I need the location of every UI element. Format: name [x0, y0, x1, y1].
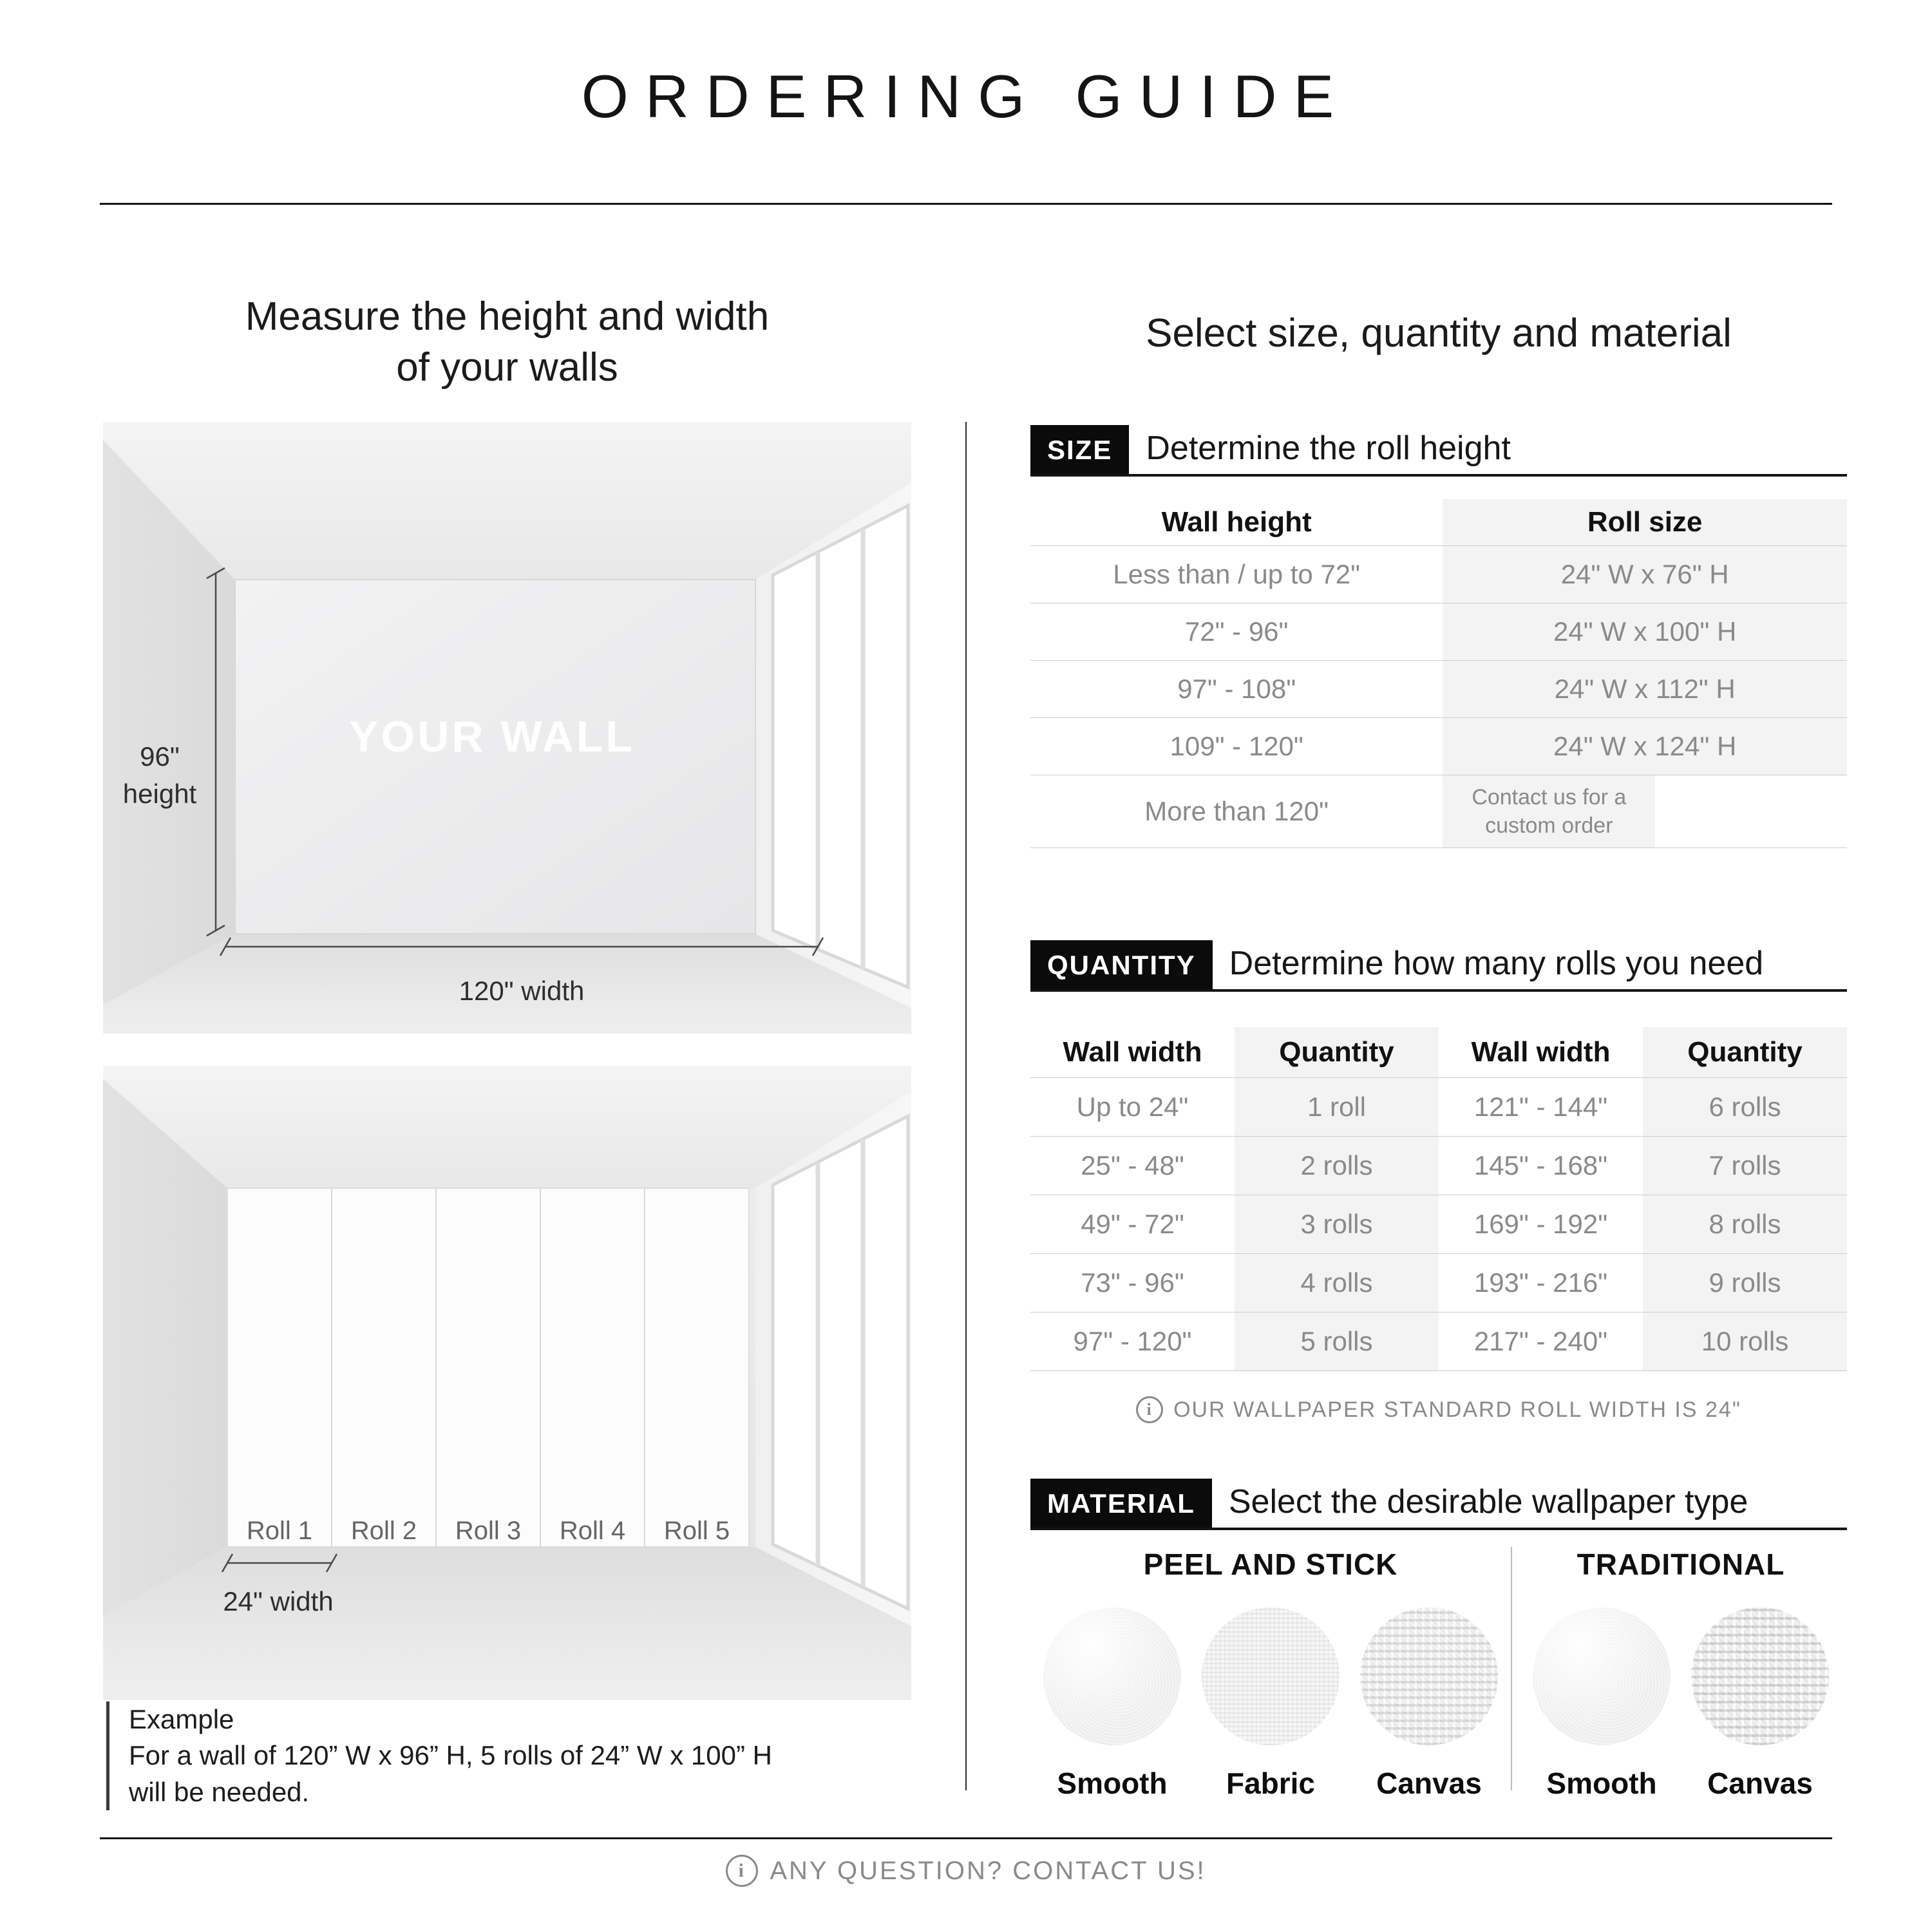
quantity-value: 10 rolls: [1643, 1312, 1847, 1370]
size-row: [1030, 775, 1847, 848]
quantity-section-header: [1030, 940, 1847, 992]
footer-divider: [100, 1837, 1832, 1839]
canvas-texture-swatch: [1360, 1607, 1498, 1745]
column-divider: [965, 422, 967, 1790]
size-subtitle: Determine the roll height: [1146, 430, 1511, 467]
height-value-label: 96": [140, 741, 180, 772]
swatch-row: [1043, 1607, 1498, 1801]
quantity-row: [1030, 1078, 1847, 1137]
material-option-canvas: [1691, 1607, 1829, 1801]
material-group-peel-and-stick: [1030, 1547, 1511, 1801]
size-table-header: [1030, 499, 1847, 546]
col-quantity: Quantity: [1235, 1027, 1439, 1077]
wall-height-value: 97" - 108": [1177, 674, 1296, 704]
roll-width-note-text: OUR WALLPAPER STANDARD ROLL WIDTH IS 24": [1173, 1397, 1741, 1422]
col-wall-width: Wall width: [1471, 1036, 1611, 1068]
material-option-canvas: [1360, 1607, 1498, 1801]
wall-height-value: 109" - 120": [1170, 731, 1303, 761]
quantity-value: 7 rolls: [1643, 1137, 1847, 1195]
quantity-badge: QUANTITY: [1030, 940, 1213, 989]
roll-label: Roll 5: [663, 1517, 730, 1545]
col-wall-width: Wall width: [1063, 1036, 1202, 1068]
quantity-value: 8 rolls: [1643, 1195, 1847, 1253]
smooth-texture-swatch: [1043, 1607, 1181, 1745]
wall-width-value: 217" - 240": [1473, 1326, 1608, 1356]
room-illustration-rolls: [103, 1066, 911, 1700]
window: [773, 506, 908, 987]
material-option-smooth: [1043, 1607, 1181, 1801]
quantity-value: 9 rolls: [1643, 1254, 1847, 1312]
example-line2: will be needed.: [129, 1776, 310, 1807]
size-row: [1030, 603, 1847, 661]
material-subtitle: Select the desirable wallpaper type: [1228, 1483, 1748, 1520]
col-wall-height: Wall height: [1161, 506, 1312, 538]
width-label: 120" width: [459, 976, 585, 1006]
your-wall-label: YOUR WALL: [349, 712, 635, 761]
swatch-label: Smooth: [1057, 1766, 1168, 1800]
title-divider: [100, 203, 1832, 205]
swatch-label: Canvas: [1376, 1766, 1482, 1800]
roll-size-value: 24" W x 124" H: [1443, 718, 1847, 775]
material-badge: MATERIAL: [1030, 1479, 1212, 1528]
quantity-value: 2 rolls: [1235, 1137, 1439, 1195]
left-heading-line1: Measure the height and width: [245, 294, 770, 339]
size-table: [1030, 499, 1847, 848]
size-row: [1030, 661, 1847, 718]
quantity-value: 5 rolls: [1235, 1312, 1439, 1370]
info-icon: [1136, 1396, 1163, 1423]
wall-width-value: Up to 24": [1076, 1092, 1189, 1122]
right-heading: Select size, quantity and material: [1146, 311, 1732, 355]
material-option-fabric: [1202, 1607, 1340, 1801]
left-heading: [103, 291, 911, 393]
quantity-row: [1030, 1137, 1847, 1195]
quantity-subtitle: Determine how many rolls you need: [1229, 945, 1764, 982]
example-block: [106, 1701, 902, 1810]
quantity-row: [1030, 1312, 1847, 1371]
roll-label: Roll 2: [350, 1517, 417, 1545]
ceiling: [103, 422, 911, 580]
size-row: [1030, 546, 1847, 603]
wall-height-value: Less than / up to 72": [1113, 559, 1361, 589]
quantity-value: 3 rolls: [1235, 1195, 1439, 1253]
footer-note: ANY QUESTION? CONTACT US!: [770, 1856, 1206, 1885]
swatch-row: [1533, 1607, 1829, 1801]
info-icon: [726, 1855, 758, 1887]
wall-width-value: 169" - 192": [1473, 1209, 1608, 1239]
size-row: [1030, 718, 1847, 775]
wall-height-value: 72" - 96": [1184, 616, 1289, 647]
example-line1: For a wall of 120” W x 96” H, 5 rolls of 24” W x 100” H: [129, 1740, 772, 1771]
wall-width-value: 49" - 72": [1081, 1209, 1184, 1239]
group-name: TRADITIONAL: [1577, 1548, 1785, 1581]
quantity-row: [1030, 1254, 1847, 1312]
wall-width-value: 73" - 96": [1081, 1267, 1184, 1298]
roll-label: Roll 4: [559, 1517, 626, 1545]
left-heading-line2: of your walls: [396, 345, 618, 390]
quantity-value: 1 roll: [1235, 1078, 1439, 1136]
example-title: Example: [129, 1704, 234, 1734]
room-illustration-measure: [103, 422, 911, 1034]
roll-label: Roll 3: [455, 1517, 522, 1545]
window: [773, 1116, 908, 1609]
roll-size-value: 24" W x 76" H: [1443, 546, 1847, 603]
group-name: PEEL AND STICK: [1143, 1548, 1398, 1581]
height-word-label: height: [122, 779, 197, 809]
wall-width-value: 25" - 48": [1081, 1150, 1184, 1180]
material-option-smooth: [1533, 1607, 1671, 1801]
roll-size-value: Contact us for a custom order: [1443, 775, 1655, 848]
wall-width-value: 97" - 120": [1073, 1326, 1192, 1356]
size-badge: SIZE: [1030, 425, 1129, 474]
material-group-traditional: [1515, 1547, 1847, 1801]
quantity-table: [1030, 1027, 1847, 1371]
quantity-row: [1030, 1195, 1847, 1254]
canvas-texture-swatch: [1691, 1607, 1829, 1745]
wall-width-value: 145" - 168": [1473, 1150, 1608, 1180]
wall-height-value: More than 120": [1144, 796, 1329, 826]
quantity-table-header: [1030, 1027, 1847, 1078]
smooth-texture-swatch: [1533, 1607, 1671, 1745]
page-title: ORDERING GUIDE: [581, 62, 1351, 130]
quantity-value: 4 rolls: [1235, 1254, 1439, 1312]
size-section-header: [1030, 425, 1847, 477]
roll-size-value: 24" W x 112" H: [1443, 661, 1847, 717]
swatch-label: Smooth: [1546, 1766, 1657, 1800]
quantity-value: 6 rolls: [1643, 1078, 1847, 1136]
wallpaper-strips: [227, 1188, 749, 1547]
roll-label: Roll 1: [246, 1517, 313, 1545]
col-quantity: Quantity: [1643, 1027, 1847, 1077]
roll-width-note: [1030, 1396, 1847, 1423]
footer: [0, 1855, 1932, 1887]
fabric-texture-swatch: [1202, 1607, 1340, 1745]
swatch-label: Fabric: [1226, 1766, 1316, 1800]
col-roll-size: Roll size: [1443, 499, 1847, 545]
roll-size-value: 24" W x 100" H: [1443, 603, 1847, 660]
material-group-divider: [1511, 1547, 1512, 1790]
roll-width-label: 24" width: [223, 1586, 334, 1616]
swatch-label: Canvas: [1707, 1766, 1813, 1800]
material-section-header: [1030, 1479, 1847, 1530]
wall-width-value: 121" - 144": [1473, 1092, 1608, 1122]
wall-width-value: 193" - 216": [1473, 1267, 1608, 1298]
